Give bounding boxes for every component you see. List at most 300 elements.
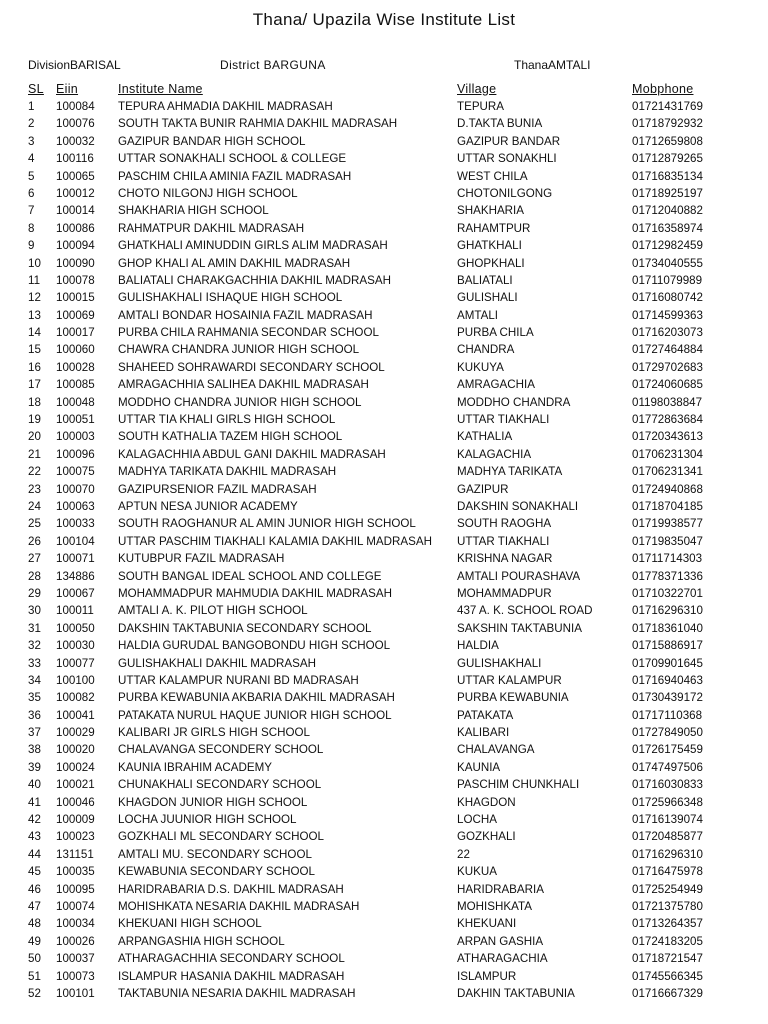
cell-village: KAUNIA — [457, 760, 501, 774]
cell-eiin: 100011 — [56, 604, 94, 618]
cell-village: MOHAMMADPUR — [457, 586, 552, 600]
cell-mobphone: 01716358974 — [632, 221, 703, 235]
cell-sl: 48 — [28, 917, 41, 931]
table-row — [0, 185, 768, 202]
cell-institute-name: GOZKHALI ML SECONDARY SCHOOL — [118, 830, 324, 844]
cell-eiin: 100067 — [56, 586, 95, 600]
cell-eiin: 100035 — [56, 865, 95, 879]
cell-sl: 25 — [28, 517, 41, 531]
table-row — [0, 237, 768, 254]
cell-institute-name: KUTUBPUR FAZIL MADRASAH — [118, 552, 285, 566]
table-row — [0, 550, 768, 567]
cell-sl: 34 — [28, 673, 41, 687]
cell-institute-name: UTTAR PASCHIM TIAKHALI KALAMIA DAKHIL MADRASAH — [118, 534, 432, 548]
table-row — [0, 568, 768, 585]
cell-sl: 33 — [28, 656, 41, 670]
cell-mobphone: 01729702683 — [632, 360, 703, 374]
cell-institute-name: UTTAR SONAKHALI SCHOOL & COLLEGE — [118, 152, 347, 166]
table-row — [0, 255, 768, 272]
thana-label: ThanaAMTALI — [514, 58, 591, 72]
cell-mobphone: 01721375780 — [632, 899, 703, 913]
table-row — [0, 307, 768, 324]
cell-eiin: 100063 — [56, 499, 95, 513]
cell-institute-name: SOUTH RAOGHANUR AL AMIN JUNIOR HIGH SCHOOL — [118, 517, 416, 531]
cell-eiin: 100071 — [56, 552, 95, 566]
cell-mobphone: 01198038847 — [632, 395, 703, 409]
cell-eiin: 100003 — [56, 430, 95, 444]
cell-mobphone: 01716296310 — [632, 604, 703, 618]
cell-village: GULISHALI — [457, 291, 518, 305]
header-mobphone: Mobphone — [632, 82, 694, 96]
cell-mobphone: 01716940463 — [632, 673, 703, 687]
cell-institute-name: MODDHO CHANDRA JUNIOR HIGH SCHOOL — [118, 395, 362, 409]
cell-village: 437 A. K. SCHOOL ROAD — [457, 604, 593, 618]
cell-institute-name: PURBA CHILA RAHMANIA SECONDAR SCHOOL — [118, 326, 379, 340]
cell-sl: 11 — [28, 273, 41, 287]
cell-sl: 17 — [28, 378, 41, 392]
cell-village: AMTALI POURASHAVA — [457, 569, 581, 583]
table-row — [0, 359, 768, 376]
cell-sl: 14 — [28, 326, 41, 340]
cell-mobphone: 01724060685 — [632, 378, 703, 392]
cell-sl: 40 — [28, 778, 41, 792]
cell-village: PURBA CHILA — [457, 326, 534, 340]
cell-eiin: 100041 — [56, 708, 95, 722]
cell-sl: 38 — [28, 743, 41, 757]
table-row — [0, 411, 768, 428]
cell-eiin: 100033 — [56, 517, 95, 531]
cell-village: GHATKHALI — [457, 239, 522, 253]
cell-eiin: 100082 — [56, 691, 95, 705]
cell-institute-name: MADHYA TARIKATA DAKHIL MADRASAH — [118, 465, 337, 479]
cell-village: ISLAMPUR — [457, 969, 517, 983]
cell-sl: 8 — [28, 221, 35, 235]
cell-mobphone: 01716667329 — [632, 986, 703, 1000]
cell-eiin: 100073 — [56, 969, 95, 983]
table-row — [0, 133, 768, 150]
cell-eiin: 100104 — [56, 534, 95, 548]
cell-eiin: 100034 — [56, 917, 95, 931]
cell-village: UTTAR TIAKHALI — [457, 534, 550, 548]
cell-institute-name: GHOP KHALI AL AMIN DAKHIL MADRASAH — [118, 256, 351, 270]
cell-mobphone: 01726175459 — [632, 743, 703, 757]
cell-eiin: 100037 — [56, 952, 95, 966]
cell-village: KRISHNA NAGAR — [457, 552, 553, 566]
cell-institute-name: UTTAR KALAMPUR NURANI BD MADRASAH — [118, 673, 359, 687]
cell-institute-name: GULISHAKHALI DAKHIL MADRASAH — [118, 656, 317, 670]
cell-village: DAKHIN TAKTABUNIA — [457, 986, 575, 1000]
cell-eiin: 100028 — [56, 360, 95, 374]
cell-eiin: 100094 — [56, 239, 95, 253]
page-title: Thana/ Upazila Wise Institute List — [252, 10, 516, 29]
cell-institute-name: RAHMATPUR DAKHIL MADRASAH — [118, 221, 305, 235]
table-row — [0, 515, 768, 532]
cell-sl: 32 — [28, 639, 41, 653]
cell-institute-name: ATHARAGACHHIA SECONDARY SCHOOL — [118, 952, 345, 966]
cell-village: 22 — [457, 847, 470, 861]
cell-eiin: 100046 — [56, 795, 95, 809]
cell-village: WEST CHILA — [457, 169, 528, 183]
cell-mobphone: 01778371336 — [632, 569, 703, 583]
cell-institute-name: MOHAMMADPUR MAHMUDIA DAKHIL MADRASAH — [118, 586, 392, 600]
cell-village: MADHYA TARIKATA — [457, 465, 563, 479]
cell-institute-name: SOUTH TAKTA BUNIR RAHMIA DAKHIL MADRASAH — [118, 117, 398, 131]
cell-village: KALIBARI — [457, 726, 510, 740]
cell-sl: 20 — [28, 430, 41, 444]
cell-sl: 15 — [28, 343, 41, 357]
cell-village: MODDHO CHANDRA — [457, 395, 571, 409]
cell-mobphone: 01727464884 — [632, 343, 703, 357]
table-row — [0, 168, 768, 185]
cell-eiin: 100100 — [56, 673, 95, 687]
cell-sl: 31 — [28, 621, 41, 635]
cell-institute-name: CHALAVANGA SECONDERY SCHOOL — [118, 743, 324, 757]
cell-sl: 50 — [28, 952, 41, 966]
cell-village: UTTAR SONAKHLI — [457, 152, 557, 166]
cell-mobphone: 01734040555 — [632, 256, 703, 270]
cell-sl: 42 — [28, 813, 41, 827]
cell-mobphone: 01718361040 — [632, 621, 703, 635]
table-row — [0, 637, 768, 654]
cell-village: ATHARAGACHIA — [457, 952, 548, 966]
cell-village: AMRAGACHIA — [457, 378, 535, 392]
cell-sl: 46 — [28, 882, 41, 896]
cell-sl: 27 — [28, 552, 41, 566]
table-row — [0, 950, 768, 967]
cell-mobphone: 01724183205 — [632, 934, 703, 948]
cell-sl: 44 — [28, 847, 41, 861]
cell-village: DAKSHIN SONAKHALI — [457, 499, 579, 513]
cell-eiin: 100085 — [56, 378, 95, 392]
header-eiin: Eiin — [56, 82, 79, 96]
cell-sl: 43 — [28, 830, 41, 844]
cell-eiin: 100075 — [56, 465, 95, 479]
cell-institute-name: UTTAR TIA KHALI GIRLS HIGH SCHOOL — [118, 413, 336, 427]
cell-eiin: 131151 — [56, 847, 94, 861]
cell-institute-name: TAKTABUNIA NESARIA DAKHIL MADRASAH — [118, 986, 356, 1000]
cell-institute-name: KALIBARI JR GIRLS HIGH SCHOOL — [118, 726, 310, 740]
table-row — [0, 898, 768, 915]
cell-eiin: 100074 — [56, 899, 95, 913]
cell-village: KUKUA — [457, 865, 497, 879]
table-row — [0, 741, 768, 758]
cell-institute-name: AMRAGACHHIA SALIHEA DAKHIL MADRASAH — [118, 378, 369, 392]
cell-eiin: 100084 — [56, 100, 95, 113]
table-row — [0, 202, 768, 219]
cell-eiin: 100048 — [56, 395, 95, 409]
cell-sl: 51 — [28, 969, 41, 983]
cell-institute-name: AMTALI MU. SECONDARY SCHOOL — [118, 847, 312, 861]
cell-eiin: 100050 — [56, 621, 95, 635]
cell-village: SHAKHARIA — [457, 204, 525, 218]
table-row — [0, 272, 768, 289]
cell-mobphone: 01716296310 — [632, 847, 703, 861]
table-header — [0, 82, 768, 98]
header-institute-name: Institute Name — [118, 82, 203, 96]
cell-mobphone: 01724940868 — [632, 482, 703, 496]
cell-mobphone: 01710322701 — [632, 586, 703, 600]
cell-institute-name: KEWABUNIA SECONDARY SCHOOL — [118, 865, 315, 879]
cell-sl: 24 — [28, 499, 41, 513]
table-row — [0, 707, 768, 724]
cell-village: BALIATALI — [457, 273, 513, 287]
table-row — [0, 794, 768, 811]
cell-mobphone: 01712879265 — [632, 152, 703, 166]
cell-mobphone: 01747497506 — [632, 760, 703, 774]
table-row — [0, 933, 768, 950]
cell-mobphone: 01718721547 — [632, 952, 703, 966]
cell-mobphone: 01720343613 — [632, 430, 703, 444]
cell-mobphone: 01718925197 — [632, 186, 703, 200]
table-row — [0, 655, 768, 672]
table-row — [0, 376, 768, 393]
table-row — [0, 846, 768, 863]
cell-sl: 19 — [28, 413, 41, 427]
cell-eiin: 100101 — [56, 986, 95, 1000]
district-label: District BARGUNA — [220, 58, 326, 72]
cell-sl: 47 — [28, 899, 41, 913]
cell-eiin: 100078 — [56, 273, 95, 287]
cell-institute-name: MOHISHKATA NESARIA DAKHIL MADRASAH — [118, 899, 360, 913]
cell-eiin: 100076 — [56, 117, 95, 131]
cell-village: ARPAN GASHIA — [457, 934, 544, 948]
cell-eiin: 100026 — [56, 934, 95, 948]
cell-village: TEPURA — [457, 100, 505, 113]
cell-institute-name: GAZIPUR BANDAR HIGH SCHOOL — [118, 134, 306, 148]
cell-mobphone: 01712659808 — [632, 134, 703, 148]
cell-mobphone: 01712982459 — [632, 239, 703, 253]
table-row — [0, 289, 768, 306]
cell-sl: 13 — [28, 308, 41, 322]
cell-eiin: 100116 — [56, 152, 94, 166]
cell-sl: 37 — [28, 726, 41, 740]
cell-village: GOZKHALI — [457, 830, 516, 844]
cell-mobphone: 01715886917 — [632, 639, 703, 653]
cell-sl: 10 — [28, 256, 41, 270]
cell-sl: 3 — [28, 134, 35, 148]
cell-institute-name: AMTALI BONDAR HOSAINIA FAZIL MADRASAH — [118, 308, 373, 322]
cell-mobphone: 01720485877 — [632, 830, 703, 844]
cell-village: GHOPKHALI — [457, 256, 525, 270]
cell-institute-name: KHAGDON JUNIOR HIGH SCHOOL — [118, 795, 308, 809]
institute-table — [0, 98, 768, 1002]
table-row — [0, 828, 768, 845]
cell-village: RAHAMTPUR — [457, 221, 531, 235]
cell-eiin: 100023 — [56, 830, 95, 844]
cell-sl: 2 — [28, 117, 35, 131]
cell-mobphone: 01717110368 — [632, 708, 703, 722]
cell-mobphone: 01719938577 — [632, 517, 703, 531]
cell-village: CHANDRA — [457, 343, 515, 357]
cell-sl: 7 — [28, 204, 35, 218]
table-row — [0, 481, 768, 498]
table-row — [0, 759, 768, 776]
cell-village: KHAGDON — [457, 795, 516, 809]
table-row — [0, 915, 768, 932]
cell-sl: 49 — [28, 934, 41, 948]
table-row — [0, 324, 768, 341]
table-row — [0, 498, 768, 515]
table-row — [0, 689, 768, 706]
cell-mobphone: 01727849050 — [632, 726, 703, 740]
table-row — [0, 463, 768, 480]
cell-mobphone: 01716835134 — [632, 169, 703, 183]
table-row — [0, 428, 768, 445]
cell-mobphone: 01706231304 — [632, 447, 703, 461]
cell-village: KATHALIA — [457, 430, 513, 444]
cell-institute-name: ISLAMPUR HASANIA DAKHIL MADRASAH — [118, 969, 345, 983]
cell-mobphone: 01745566345 — [632, 969, 703, 983]
cell-sl: 9 — [28, 239, 35, 253]
cell-institute-name: PASCHIM CHILA AMINIA FAZIL MADRASAH — [118, 169, 352, 183]
cell-village: HALDIA — [457, 639, 499, 653]
cell-village: GAZIPUR BANDAR — [457, 134, 561, 148]
cell-eiin: 100017 — [56, 326, 95, 340]
cell-eiin: 100086 — [56, 221, 95, 235]
table-row — [0, 863, 768, 880]
cell-eiin: 100024 — [56, 760, 95, 774]
table-row — [0, 776, 768, 793]
cell-village: PURBA KEWABUNIA — [457, 691, 569, 705]
cell-village: KUKUYA — [457, 360, 504, 374]
table-row — [0, 724, 768, 741]
cell-mobphone: 01714599363 — [632, 308, 703, 322]
table-row — [0, 446, 768, 463]
table-row — [0, 620, 768, 637]
cell-institute-name: PATAKATA NURUL HAQUE JUNIOR HIGH SCHOOL — [118, 708, 392, 722]
cell-sl: 4 — [28, 152, 35, 166]
cell-mobphone: 01721431769 — [632, 100, 703, 113]
cell-mobphone: 01730439172 — [632, 691, 703, 705]
cell-village: KALAGACHIA — [457, 447, 532, 461]
cell-institute-name: LOCHA JUUNIOR HIGH SCHOOL — [118, 813, 297, 827]
table-row — [0, 533, 768, 550]
cell-institute-name: HARIDRABARIA D.S. DAKHIL MADRASAH — [118, 882, 344, 896]
division-label: DivisionBARISAL — [28, 58, 121, 72]
cell-eiin: 134886 — [56, 569, 95, 583]
table-row — [0, 220, 768, 237]
cell-mobphone: 01711714303 — [632, 552, 703, 566]
table-row — [0, 341, 768, 358]
cell-institute-name: SHAHEED SOHRAWARDI SECONDARY SCHOOL — [118, 360, 385, 374]
cell-mobphone: 01716203073 — [632, 326, 703, 340]
cell-village: PATAKATA — [457, 708, 514, 722]
cell-sl: 52 — [28, 986, 41, 1000]
cell-sl: 29 — [28, 586, 41, 600]
cell-eiin: 100095 — [56, 882, 95, 896]
cell-sl: 30 — [28, 604, 41, 618]
cell-institute-name: APTUN NESA JUNIOR ACADEMY — [118, 499, 298, 513]
cell-sl: 21 — [28, 447, 41, 461]
cell-sl: 35 — [28, 691, 41, 705]
cell-mobphone: 01712040882 — [632, 204, 703, 218]
cell-institute-name: TEPURA AHMADIA DAKHIL MADRASAH — [118, 100, 333, 113]
cell-mobphone: 01716030833 — [632, 778, 703, 792]
cell-village: KHEKUANI — [457, 917, 517, 931]
cell-institute-name: DAKSHIN TAKTABUNIA SECONDARY SCHOOL — [118, 621, 372, 635]
cell-eiin: 100090 — [56, 256, 95, 270]
cell-mobphone: 01716139074 — [632, 813, 703, 827]
cell-eiin: 100070 — [56, 482, 95, 496]
cell-institute-name: CHUNAKHALI SECONDARY SCHOOL — [118, 778, 322, 792]
table-row — [0, 150, 768, 167]
cell-mobphone: 01725254949 — [632, 882, 703, 896]
cell-sl: 28 — [28, 569, 41, 583]
cell-institute-name: SOUTH BANGAL IDEAL SCHOOL AND COLLEGE — [118, 569, 382, 583]
table-row — [0, 602, 768, 619]
cell-village: SOUTH RAOGHA — [457, 517, 552, 531]
cell-sl: 16 — [28, 360, 41, 374]
cell-eiin: 100020 — [56, 743, 95, 757]
cell-village: CHOTONILGONG — [457, 186, 553, 200]
cell-sl: 39 — [28, 760, 41, 774]
cell-village: CHALAVANGA — [457, 743, 535, 757]
cell-village: AMTALI — [457, 308, 499, 322]
cell-eiin: 100012 — [56, 186, 95, 200]
table-row — [0, 811, 768, 828]
cell-sl: 6 — [28, 186, 35, 200]
cell-village: UTTAR KALAMPUR — [457, 673, 562, 687]
cell-institute-name: CHOTO NILGONJ HIGH SCHOOL — [118, 186, 298, 200]
cell-eiin: 100096 — [56, 447, 95, 461]
header-village: Village — [457, 82, 497, 96]
cell-village: LOCHA — [457, 813, 497, 827]
cell-sl: 41 — [28, 795, 41, 809]
cell-sl: 5 — [28, 169, 35, 183]
cell-eiin: 100060 — [56, 343, 95, 357]
cell-institute-name: GULISHAKHALI ISHAQUE HIGH SCHOOL — [118, 291, 343, 305]
table-row — [0, 98, 768, 115]
cell-institute-name: PURBA KEWABUNIA AKBARIA DAKHIL MADRASAH — [118, 691, 395, 705]
cell-eiin: 100069 — [56, 308, 95, 322]
cell-eiin: 100015 — [56, 291, 95, 305]
cell-sl: 26 — [28, 534, 41, 548]
cell-eiin: 100032 — [56, 134, 95, 148]
table-row — [0, 985, 768, 1002]
cell-mobphone: 01718792932 — [632, 117, 703, 131]
cell-sl: 1 — [28, 100, 35, 113]
cell-eiin: 100014 — [56, 204, 95, 218]
cell-institute-name: AMTALI A. K. PILOT HIGH SCHOOL — [118, 604, 308, 618]
cell-institute-name: ARPANGASHIA HIGH SCHOOL — [118, 934, 285, 948]
cell-sl: 45 — [28, 865, 41, 879]
cell-mobphone: 01719835047 — [632, 534, 703, 548]
cell-eiin: 100051 — [56, 413, 95, 427]
cell-institute-name: GHATKHALI AMINUDDIN GIRLS ALIM MADRASAH — [118, 239, 388, 253]
cell-village: MOHISHKATA — [457, 899, 532, 913]
table-row — [0, 881, 768, 898]
cell-mobphone: 01706231341 — [632, 465, 703, 479]
cell-mobphone: 01711079989 — [632, 273, 703, 287]
header-sl: SL — [28, 82, 44, 96]
cell-village: UTTAR TIAKHALI — [457, 413, 550, 427]
cell-village: D.TAKTA BUNIA — [457, 117, 543, 131]
table-row — [0, 672, 768, 689]
cell-village: SAKSHIN TAKTABUNIA — [457, 621, 582, 635]
cell-institute-name: KHEKUANI HIGH SCHOOL — [118, 917, 262, 931]
cell-eiin: 100030 — [56, 639, 95, 653]
cell-eiin: 100021 — [56, 778, 95, 792]
cell-sl: 12 — [28, 291, 41, 305]
cell-sl: 18 — [28, 395, 41, 409]
cell-institute-name: SOUTH KATHALIA TAZEM HIGH SCHOOL — [118, 430, 343, 444]
cell-institute-name: BALIATALI CHARAKGACHHIA DAKHIL MADRASAH — [118, 273, 391, 287]
cell-mobphone: 01772863684 — [632, 413, 703, 427]
cell-mobphone: 01713264357 — [632, 917, 703, 931]
cell-village: GULISHAKHALI — [457, 656, 542, 670]
cell-eiin: 100065 — [56, 169, 95, 183]
cell-mobphone: 01716080742 — [632, 291, 703, 305]
